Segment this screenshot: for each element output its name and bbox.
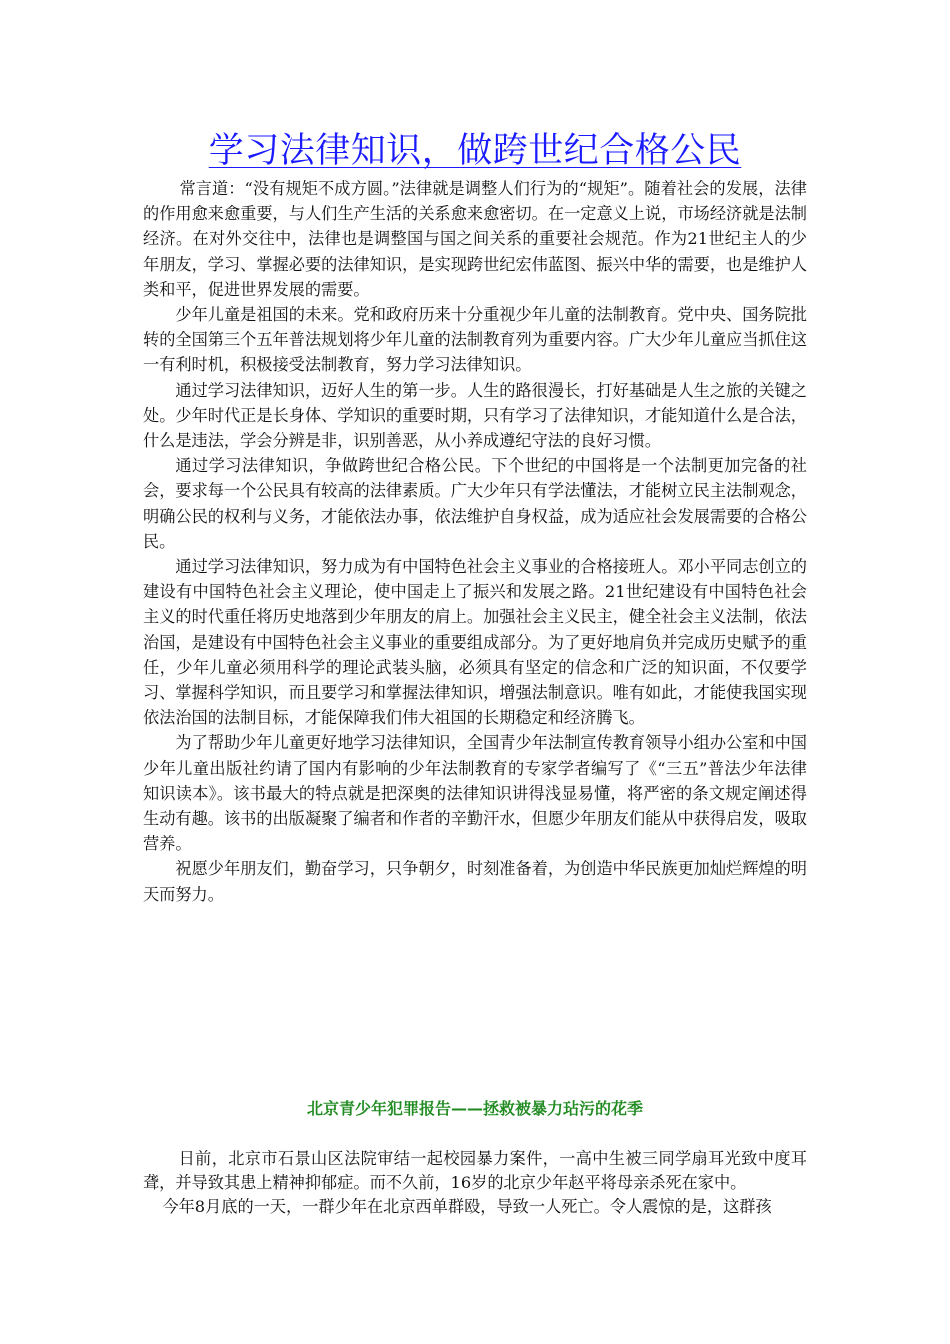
- section-body: [143, 1147, 807, 1219]
- paragraph: 今年8月底的一天，一群少年在北京西单群殴，导致一人死亡。令人震惊的是，这群孩: [162, 1197, 772, 1216]
- paragraph: 常言道：“没有规矩不成方圆。”法律就是调整人们行为的“规矩”。随着社会的发展，法律的作用愈来愈重要，与人们生产生活的关系愈来愈密切。在一定意义上说，市场经济就是法制经济。在对外交往中，法律也是调整国与国之间关系的重要社会规范。作为21世纪主人的少年朋友，学习、掌握必要的法律知识，是实现跨世纪宏伟蓝图、振兴中华的需要，也是维护人类和平，促进世界发展的需要。: [143, 179, 807, 299]
- paragraph: 日前，北京市石景山区法院审结一起校园暴力案件，一高中生被三同学扇耳光致中度耳聋，并导致其患上精神抑郁症。而不久前，16岁的北京少年赵平将母亲杀死在家中。: [143, 1149, 807, 1192]
- paragraph: 为了帮助少年儿童更好地学习法律知识，全国青少年法制宣传教育领导小组办公室和中国少年儿童出版社约请了国内有影响的少年法制教育的专家学者编写了《“三五”普法少年法律知识读本》。该书最大的特点就是把深奥的法律知识讲得浅显易懂，将严密的条文规定阐述得生动有趣。该书的出版凝聚了编者和作者的辛勤汗水，但愿少年朋友们能从中获得启发，吸取营养。: [143, 733, 807, 854]
- paragraph: 通过学习法律知识，努力成为有中国特色社会主义事业的合格接班人。邓小平同志创立的建设有中国特色社会主义理论，使中国走上了振兴和发展之路。21世纪建设有中国特色社会主义的时代重任将历史地落到少年朋友的肩上。加强社会主义民主，健全社会主义法制，依法治国，是建设有中国特色社会主义事业的重要组成部分。为了更好地肩负并完成历史赋予的重任，少年儿童必须用科学的理论武装头脑，必须具有坚定的信念和广泛的知识面，不仅要学习、掌握科学知识，而且要学习和掌握法律知识，增强法制意识。唯有如此，才能使我国实现依法治国的法制目标，才能保障我们伟大祖国的长期稳定和经济腾飞。: [143, 557, 807, 728]
- paragraph: 通过学习法律知识，迈好人生的第一步。人生的路很漫长，打好基础是人生之旅的关键之处。少年时代正是长身体、学知识的重要时期，只有学习了法律知识，才能知道什么是合法，什么是违法，学会分辨是非，识别善恶，从小养成遵纪守法的良好习惯。: [143, 380, 807, 451]
- section-heading: 北京青少年犯罪报告——拯救被暴力玷污的花季: [306, 1099, 643, 1118]
- article-body: [143, 176, 807, 907]
- paragraph: 少年儿童是祖国的未来。党和政府历来十分重视少年儿童的法制教育。党中央、国务院批转的全国第三个五年普法规划将少年儿童的法制教育列为重要内容。广大少年儿童应当抓住这一有利时机，积极接受法制教育，努力学习法律知识。: [143, 305, 807, 375]
- paragraph: 祝愿少年朋友们，勤奋学习，只争朝夕，时刻准备着，为创造中华民族更加灿烂辉煌的明天而努力。: [143, 859, 807, 904]
- paragraph: 通过学习法律知识，争做跨世纪合格公民。下个世纪的中国将是一个法制更加完备的社会，要求每一个公民具有较高的法律素质。广大少年只有学法懂法，才能树立民主法制观念，明确公民的权利与义务，才能依法办事，依法维护自身权益，成为适应社会发展需要的合格公民。: [143, 456, 807, 551]
- page-title[interactable]: 学习法律知识，做跨世纪合格公民: [208, 131, 742, 171]
